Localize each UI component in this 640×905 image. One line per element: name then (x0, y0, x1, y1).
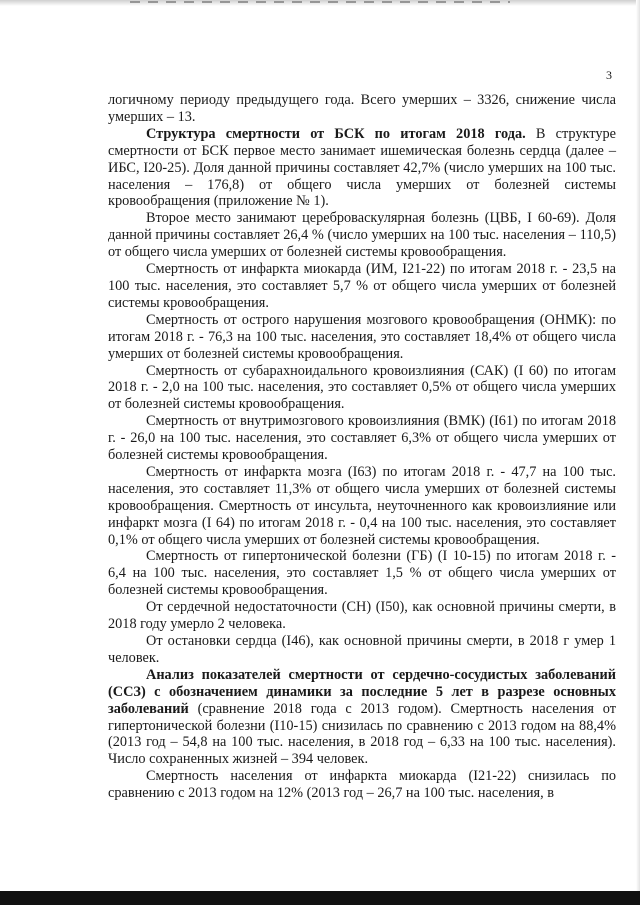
paragraph-brain-infarction: Смертность от инфаркта мозга (I63) по итогам 2018 г. - 47,7 на 100 тыс. населения, это составляет 11,3% от общего числа умерших от болезней системы кровообращения. Смертность от инсульта, неуточненного как кровоизлияние или инфаркт мозга (I 64) по итогам 2018 г. - 0,4 на 100 тыс. населения, это составляет 0,1% от общего числа умерших от болезней системы кровообращения. (108, 463, 616, 548)
paragraph-mi-dynamics: Смертность населения от инфаркта миокарда (I21-22) снизилась по сравнению с 2013 годом на 12% (2013 год – 26,7 на 100 тыс. населения, в (108, 768, 616, 802)
paragraph-cardiac-arrest: От остановки сердца (I46), как основной причины смерти, в 2018 г умер 1 человек. (108, 633, 616, 666)
paragraph-hypertension: Смертность от гипертонической болезни (ГБ) (I 10-15) по итогам 2018 г. - 6,4 на 100 тыс. населения, это составляет 1,5 % от общего числа умерших от болезней системы кровообращения. (108, 548, 616, 599)
scan-right-edge (636, 0, 640, 905)
paragraph-mi: Смертность от инфаркта миокарда (ИМ, I21-22) по итогам 2018 г. - 23,5 на 100 тыс. населения, это составляет 5,7 % от общего числа умерших от болезней системы кровообращения. (108, 261, 616, 311)
paragraph-sak: Смертность от субарахноидального кровоизлияния (САК) (I 60) по итогам 2018 г. - 2,0 на 100 тыс. населения, это составляет 0,5% от общего числа умерших от болезней системы кровообращения. (108, 362, 616, 413)
paragraph-heading: Анализ показателей смертности от сердечно-сосудистых заболеваний (ССЗ) с обозначением динамики за последние 5 лет в разрезе основных заболеваний (108, 666, 616, 717)
paragraph-cvd: Второе место занимают цереброваскулярная болезнь (ЦВБ, I 60-69). Доля данной причины составляет 26,4 % (число умерших на 100 тыс. населения – 110,5) от общего числа умерших от болезней системы кровообращения. (108, 210, 616, 261)
paragraph-vmk: Смертность от внутримозгового кровоизлияния (ВМК) (I61) по итогам 2018 г. - 26,0 на 100 тыс. населения, это составляет 6,3% от общего числа умерших от болезней системы кровообращения. (108, 413, 616, 464)
paragraph-onmk: Смертность от острого нарушения мозгового кровообращения (ОНМК): по итогам 2018 г. - 76,3 на 100 тыс. населения, это составляет 18,4% от общего числа умерших от болезней системы кровообращения. (108, 311, 616, 362)
scan-top-artifact (130, 1, 510, 3)
document-body (108, 92, 616, 802)
scan-bottom-edge (0, 891, 640, 905)
paragraph-heading: Структура смертности от БСК по итогам 2018 года. (146, 125, 526, 142)
paragraph-analysis-5-years: Анализ показателей смертности от сердечно-сосудистых заболеваний (ССЗ) с обозначением динамики за последние 5 лет в разрезе основных заболеваний (сравнение 2018 года с 2013 годом). Смертность населения от гипертонической болезни (I10-15) снизилась по сравнению с 2013 годом на 88,4% (2013 год – 54,8 на 100 тыс. населения, в 2018 год – 6,33 на 100 тыс. населения). Число сохраненных жизней – 394 человек. (108, 666, 616, 768)
paragraph-continuation: логичному периоду предыдущего года. Всего умерших – 3326, снижение числа умерших – 13. (108, 92, 616, 125)
page-number: 3 (606, 68, 612, 82)
paragraph-structure-2018: Структура смертности от БСК по итогам 2018 года. В структуре смертности от БСК первое место занимает ишемическая болезнь сердца (далее – ИБС, I20-25). Доля данной причины составляет 42,7% (число умерших на 100 тыс. населения – 176,8) от общего числа умерших от болезней системы кровообращения (приложение № 1). (108, 125, 616, 210)
paragraph-heart-failure: От сердечной недостаточности (СН) (I50), как основной причины смерти, в 2018 году умерло 2 человека. (108, 599, 616, 633)
